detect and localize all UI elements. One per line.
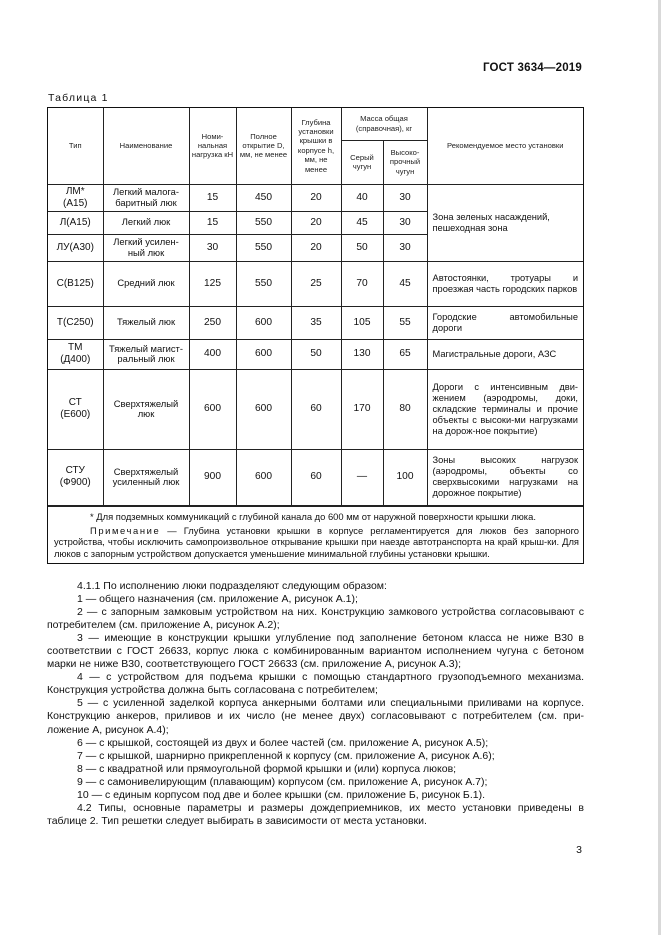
cell-mass-hs: 65 xyxy=(383,339,427,369)
standard-header: ГОСТ 3634—2019 xyxy=(482,62,582,74)
remark-label: Примечание xyxy=(90,524,161,536)
cell-type: ЛМ* (А15) xyxy=(48,184,103,211)
cell-opening: 550 xyxy=(236,261,291,306)
header-type: Тип xyxy=(48,108,103,184)
header-mass: Масса общая (справочная), кг xyxy=(341,108,427,140)
table-caption: Таблица 1 xyxy=(48,92,109,104)
cell-mass-gray: 170 xyxy=(341,369,383,449)
remark-text: — Глубина установки крышки в корпусе регламентируется для люков без запорного устройства, чтобы исключить самопроизвольное открывание крышки при наезде автотранспорта на край крыш-ки. Для люков с запорным устройством допускается уменьшение минимальной глубины установки крышки. xyxy=(54,524,579,559)
cell-type: ЛУ(А30) xyxy=(48,234,103,261)
cell-mass-hs: 30 xyxy=(383,184,427,211)
cell-mass-hs: 55 xyxy=(383,306,427,339)
table-notes xyxy=(48,506,583,564)
paragraph: 7 — с крышкой, шарнирно прикрепленной к корпусу (см. приложение А, рисунок А.6); xyxy=(77,749,495,762)
header-place: Рекомендуемое место установки xyxy=(427,108,583,184)
cell-opening: 600 xyxy=(236,339,291,369)
cell-type: Л(А15) xyxy=(48,211,103,234)
cell-mass-hs: 45 xyxy=(383,261,427,306)
cell-load: 900 xyxy=(189,449,236,505)
paragraph: 2 — с запорным замковым устройством на них. Конструкцию замкового устройства согласовывают с потребителем (см. приложение А, рисунок А.2); xyxy=(47,606,584,632)
table-row xyxy=(48,261,583,306)
table-remark xyxy=(54,525,579,559)
cell-load: 125 xyxy=(189,261,236,306)
cell-opening: 600 xyxy=(236,306,291,339)
cell-type: ТМ (Д400) xyxy=(48,339,103,369)
cell-opening: 600 xyxy=(236,449,291,505)
cell-type: СТ (Е600) xyxy=(48,369,103,449)
cell-load: 250 xyxy=(189,306,236,339)
cell-name: Тяжелый магист-ральный люк xyxy=(103,339,189,369)
cell-opening: 550 xyxy=(236,234,291,261)
cell-name: Легкий люк xyxy=(103,211,189,234)
cell-mass-hs: 100 xyxy=(383,449,427,505)
table-1 xyxy=(47,107,584,564)
cell-name: Сверхтяжелый усиленный люк xyxy=(103,449,189,505)
paragraph: 10 — с единым корпусом под две и более крышки (см. приложение Б, рисунок Б.1). xyxy=(77,788,485,801)
page-number: 3 xyxy=(576,844,582,856)
table-row xyxy=(48,184,583,211)
table-row xyxy=(48,339,583,369)
cell-name: Тяжелый люк xyxy=(103,306,189,339)
cell-name: Средний люк xyxy=(103,261,189,306)
paragraph: 4 — с устройством для подъема крышки с помощью стандартного грузоподъемного механизма. Конструкция устройства должна быть согласована с потребителем; xyxy=(47,671,584,697)
cell-mass-hs: 30 xyxy=(383,211,427,234)
cell-place: Зоны высоких нагрузок (аэродромы, объекты со сверхвысокими нагрузками на дорожное покрытие) xyxy=(427,449,583,505)
cell-mass-gray: 130 xyxy=(341,339,383,369)
cell-place: Городские автомобильные дороги xyxy=(427,306,583,339)
cell-depth: 20 xyxy=(291,211,341,234)
cell-depth: 25 xyxy=(291,261,341,306)
cell-load: 600 xyxy=(189,369,236,449)
paragraph: 8 — с квадратной или прямоугольной формой крышки и (или) корпуса люков; xyxy=(77,762,457,775)
table-row xyxy=(48,449,583,505)
header-mass-high-strength: Высоко-прочный чугун xyxy=(383,140,427,184)
cell-name: Сверхтяжелый люк xyxy=(103,369,189,449)
cell-place: Автостоянки, тротуары и проезжая часть городских парков xyxy=(427,261,583,306)
cell-mass-gray: — xyxy=(341,449,383,505)
parameters-table xyxy=(48,108,583,506)
header-opening: Полное открытие D, мм, не менее xyxy=(236,108,291,184)
paragraph: 9 — с самонивелирующим (плавающим) корпусом (см. приложение А, рисунок А.7); xyxy=(77,775,488,788)
paragraph: 5 — с усиленной заделкой корпуса анкерными болтами или специальными приливами на корпусе. Конструкцию анкеров, приливов и их число (не менее двух) согласовывают с потребителем (см. при-ложение А, рисунок А.4); xyxy=(47,697,584,736)
cell-opening: 600 xyxy=(236,369,291,449)
cell-depth: 20 xyxy=(291,234,341,261)
paragraph: 1 — общего назначения (см. приложение А, рисунок А.1); xyxy=(77,593,358,606)
cell-depth: 20 xyxy=(291,184,341,211)
paragraph: 4.1.1 По исполнению люки подразделяют следующим образом: xyxy=(77,580,387,592)
cell-type: С(В125) xyxy=(48,261,103,306)
header-load: Номи-нальная нагрузка кН xyxy=(189,108,236,184)
cell-depth: 60 xyxy=(291,449,341,505)
table-footnote: * Для подземных коммуникаций с глубиной канала до 600 мм от наружной поверхности крышки люка. xyxy=(90,510,536,522)
paragraph: 4.2 Типы, основные параметры и размеры дождеприемников, их место установки приведены в таблице 2. Тип решетки следует выбирать в зависимости от места установки. xyxy=(47,801,584,827)
cell-place: Дороги с интенсивным дви-жением (аэродромы, доки, складские терминалы и прочие объекты с высоки-ми нагрузками на дорож-ное покрытие) xyxy=(427,369,583,449)
cell-mass-hs: 30 xyxy=(383,234,427,261)
cell-opening: 450 xyxy=(236,184,291,211)
cell-mass-gray: 105 xyxy=(341,306,383,339)
cell-opening: 550 xyxy=(236,211,291,234)
cell-name: Легкий усилен-ный люк xyxy=(103,234,189,261)
cell-mass-gray: 40 xyxy=(341,184,383,211)
header-mass-gray: Серый чугун xyxy=(341,140,383,184)
header-name: Наименование xyxy=(103,108,189,184)
cell-type: Т(С250) xyxy=(48,306,103,339)
cell-place: Магистральные дороги, АЗС xyxy=(427,339,583,369)
cell-place-light: Зона зеленых насаждений, пешеходная зона xyxy=(427,184,583,261)
cell-depth: 35 xyxy=(291,306,341,339)
cell-name: Легкий малога-баритный люк xyxy=(103,184,189,211)
header-depth: Глубина установки крышки в корпусе h, мм, не менее xyxy=(291,108,341,184)
cell-mass-gray: 70 xyxy=(341,261,383,306)
cell-mass-hs: 80 xyxy=(383,369,427,449)
cell-load: 15 xyxy=(189,184,236,211)
cell-depth: 60 xyxy=(291,369,341,449)
cell-mass-gray: 45 xyxy=(341,211,383,234)
table-row xyxy=(48,369,583,449)
cell-type: СТУ (Ф900) xyxy=(48,449,103,505)
table-row xyxy=(48,306,583,339)
cell-load: 30 xyxy=(189,234,236,261)
cell-depth: 50 xyxy=(291,339,341,369)
paragraph: 3 — имеющие в конструкции крышки углубление под заполнение бетоном класса не ниже В30 в соответствии с ГОСТ 26633, корпус люка с комбинированным вариантом исполнением чугуна с бетоном марки не ниже В30, соответствующего ГОСТ 26633 (см. приложение А, рисунок А.3); xyxy=(47,632,584,671)
cell-load: 400 xyxy=(189,339,236,369)
cell-mass-gray: 50 xyxy=(341,234,383,261)
cell-load: 15 xyxy=(189,211,236,234)
body-text xyxy=(47,580,584,828)
paragraph: 6 — с крышкой, состоящей из двух и более частей (см. приложение А, рисунок А.5); xyxy=(77,736,489,749)
